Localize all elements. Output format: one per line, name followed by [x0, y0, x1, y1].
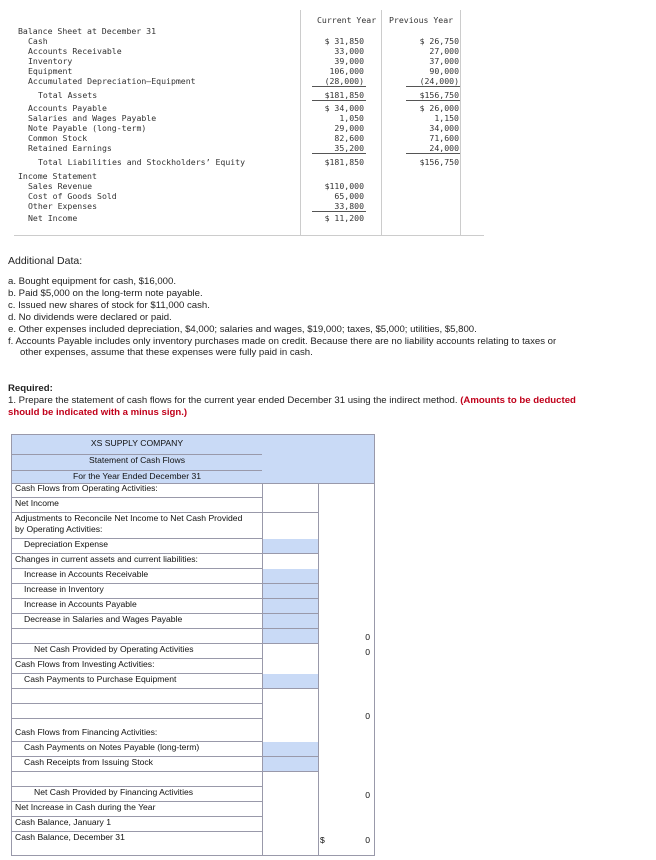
underline: [406, 86, 460, 87]
cash-flow-statement: [11, 434, 375, 856]
net-operating-total: 0: [365, 647, 370, 657]
adjustments-label: Adjustments to Reconcile Net Income to Net Cash Provided: [15, 513, 243, 523]
blank-row[interactable]: [12, 704, 262, 719]
inventory-input[interactable]: [263, 584, 318, 599]
underline: [312, 86, 366, 87]
section-financing: Cash Flows from Financing Activities:: [12, 727, 262, 742]
required-text: 1. Prepare the statement of cash flows for the current year ended December 31 using the indirect method. (Amounts to be deducted: [8, 395, 576, 406]
balance-sheet: [14, 10, 484, 236]
notes-payable-label: Cash Payments on Notes Payable (long-term): [12, 742, 262, 757]
depreciation-label: Depreciation Expense: [12, 539, 262, 554]
blank-input[interactable]: [263, 629, 318, 644]
company-name: XS SUPPLY COMPANY: [90, 438, 184, 448]
table-row: Sales Revenue $110,000: [28, 181, 364, 191]
table-row: Inventory 39,000 37,000: [28, 56, 459, 66]
net-operating-label: Net Cash Provided by Operating Activities: [12, 644, 262, 659]
table-row: Retained Earnings 35,200 24,000: [28, 143, 459, 153]
period: For the Year Ended December 31: [12, 470, 262, 481]
blank-row[interactable]: [12, 629, 262, 644]
required-heading: Required:: [8, 383, 53, 394]
stock-label: Cash Receipts from Issuing Stock: [12, 757, 262, 772]
financing-total: 0: [365, 790, 370, 800]
notes-payable-input[interactable]: [263, 742, 318, 757]
equipment-input[interactable]: [263, 674, 318, 689]
underline: [312, 153, 366, 154]
net-financing-label: Net Cash Provided by Financing Activities: [12, 787, 262, 802]
table-row: Accounts Payable $ 34,000 $ 26,000: [28, 103, 459, 113]
table-row: Cash $ 31,850 $ 26,750: [28, 36, 459, 46]
required-red-note: should be indicated with a minus sign.): [8, 407, 188, 418]
note-b: b. Paid $5,000 on the long-term note payable.: [8, 288, 203, 299]
stock-input[interactable]: [263, 757, 318, 772]
table-row: Note Payable (long-term) 29,000 34,000: [28, 123, 459, 133]
note-a: a. Bought equipment for cash, $16,000.: [8, 276, 177, 287]
inventory-label[interactable]: Increase in Inventory: [12, 584, 262, 599]
table-row: Total Assets $181,850 $156,750: [38, 90, 459, 100]
blank-row[interactable]: [12, 689, 262, 704]
ap-label[interactable]: Increase in Accounts Payable: [12, 599, 262, 614]
divider: [318, 435, 319, 855]
is-title-row: [14, 171, 484, 181]
equipment-label: Cash Payments to Purchase Equipment: [12, 674, 262, 689]
blank-row[interactable]: [12, 772, 262, 787]
table-row: Cost of Goods Sold 65,000: [28, 191, 364, 201]
col-current-year: Current Year: [317, 15, 377, 25]
changes-label: Changes in current assets and current liabilities:: [12, 554, 262, 569]
note-f: f. Accounts Payable includes only inventory purchases made on credit. Because there are no liability accounts relating to taxes or: [8, 336, 557, 347]
col-previous-year: Previous Year: [389, 15, 454, 25]
table-row: Net Income $ 11,200: [28, 213, 364, 223]
underline: [406, 153, 460, 154]
underline: [406, 100, 460, 101]
note-f-cont: other expenses, assume that these expenses were fully paid in cash.: [20, 347, 313, 358]
note-c: c. Issued new shares of stock for $11,000 cash.: [8, 300, 210, 311]
salaries-label[interactable]: Decrease in Salaries and Wages Payable: [12, 614, 262, 629]
net-increase-label[interactable]: Net Increase in Cash during the Year: [12, 802, 262, 817]
statement-title: Statement of Cash Flows: [12, 454, 262, 465]
table-row: Equipment 106,000 90,000: [28, 66, 459, 76]
ending-balance: 0: [365, 835, 370, 845]
table-row: Common Stock 82,600 71,600: [28, 133, 459, 143]
divider: [14, 235, 484, 236]
dollar-sign: $: [320, 835, 325, 845]
underline: [312, 100, 366, 101]
adjustments-label-cont: by Operating Activities:: [12, 524, 262, 539]
section-investing: Cash Flows from Investing Activities:: [12, 659, 262, 674]
table-row: Accumulated Depreciation—Equipment (28,000) (24,000): [28, 76, 459, 86]
divider: [460, 10, 461, 236]
table-row: Accounts Receivable 33,000 27,000: [28, 46, 459, 56]
note-d: d. No dividends were declared or paid.: [8, 312, 172, 323]
divider: [381, 10, 382, 236]
is-title: Income Statement: [18, 171, 97, 181]
divider: [300, 10, 301, 236]
underline: [312, 211, 366, 212]
net-income-label[interactable]: Net Income: [12, 498, 262, 513]
ap-input[interactable]: [263, 599, 318, 614]
cash-dec-label[interactable]: Cash Balance, December 31: [15, 832, 125, 842]
table-row: Other Expenses 33,800: [28, 201, 364, 211]
table-row: Salaries and Wages Payable 1,050 1,150: [28, 113, 459, 123]
note-e: e. Other expenses included depreciation, $4,000; salaries and wages, $19,000; taxes, $5,000; utilities, $5,800.: [8, 324, 477, 335]
section-operating: Cash Flows from Operating Activities:: [12, 483, 262, 498]
ar-label[interactable]: Increase in Accounts Receivable: [12, 569, 262, 584]
op-subtotal: 0: [365, 632, 370, 642]
investing-total: 0: [365, 711, 370, 721]
bs-title-row: [14, 26, 484, 36]
depreciation-input[interactable]: [263, 539, 318, 554]
net-income-input[interactable]: [263, 498, 318, 513]
cash-jan-label[interactable]: Cash Balance, January 1: [12, 817, 262, 832]
ar-input[interactable]: [263, 569, 318, 584]
bs-title: Balance Sheet at December 31: [18, 26, 157, 36]
additional-heading: Additional Data:: [8, 255, 83, 267]
table-row: Total Liabilities and Stockholders’ Equity $181,850 $156,750: [38, 157, 459, 167]
salaries-input[interactable]: [263, 614, 318, 629]
